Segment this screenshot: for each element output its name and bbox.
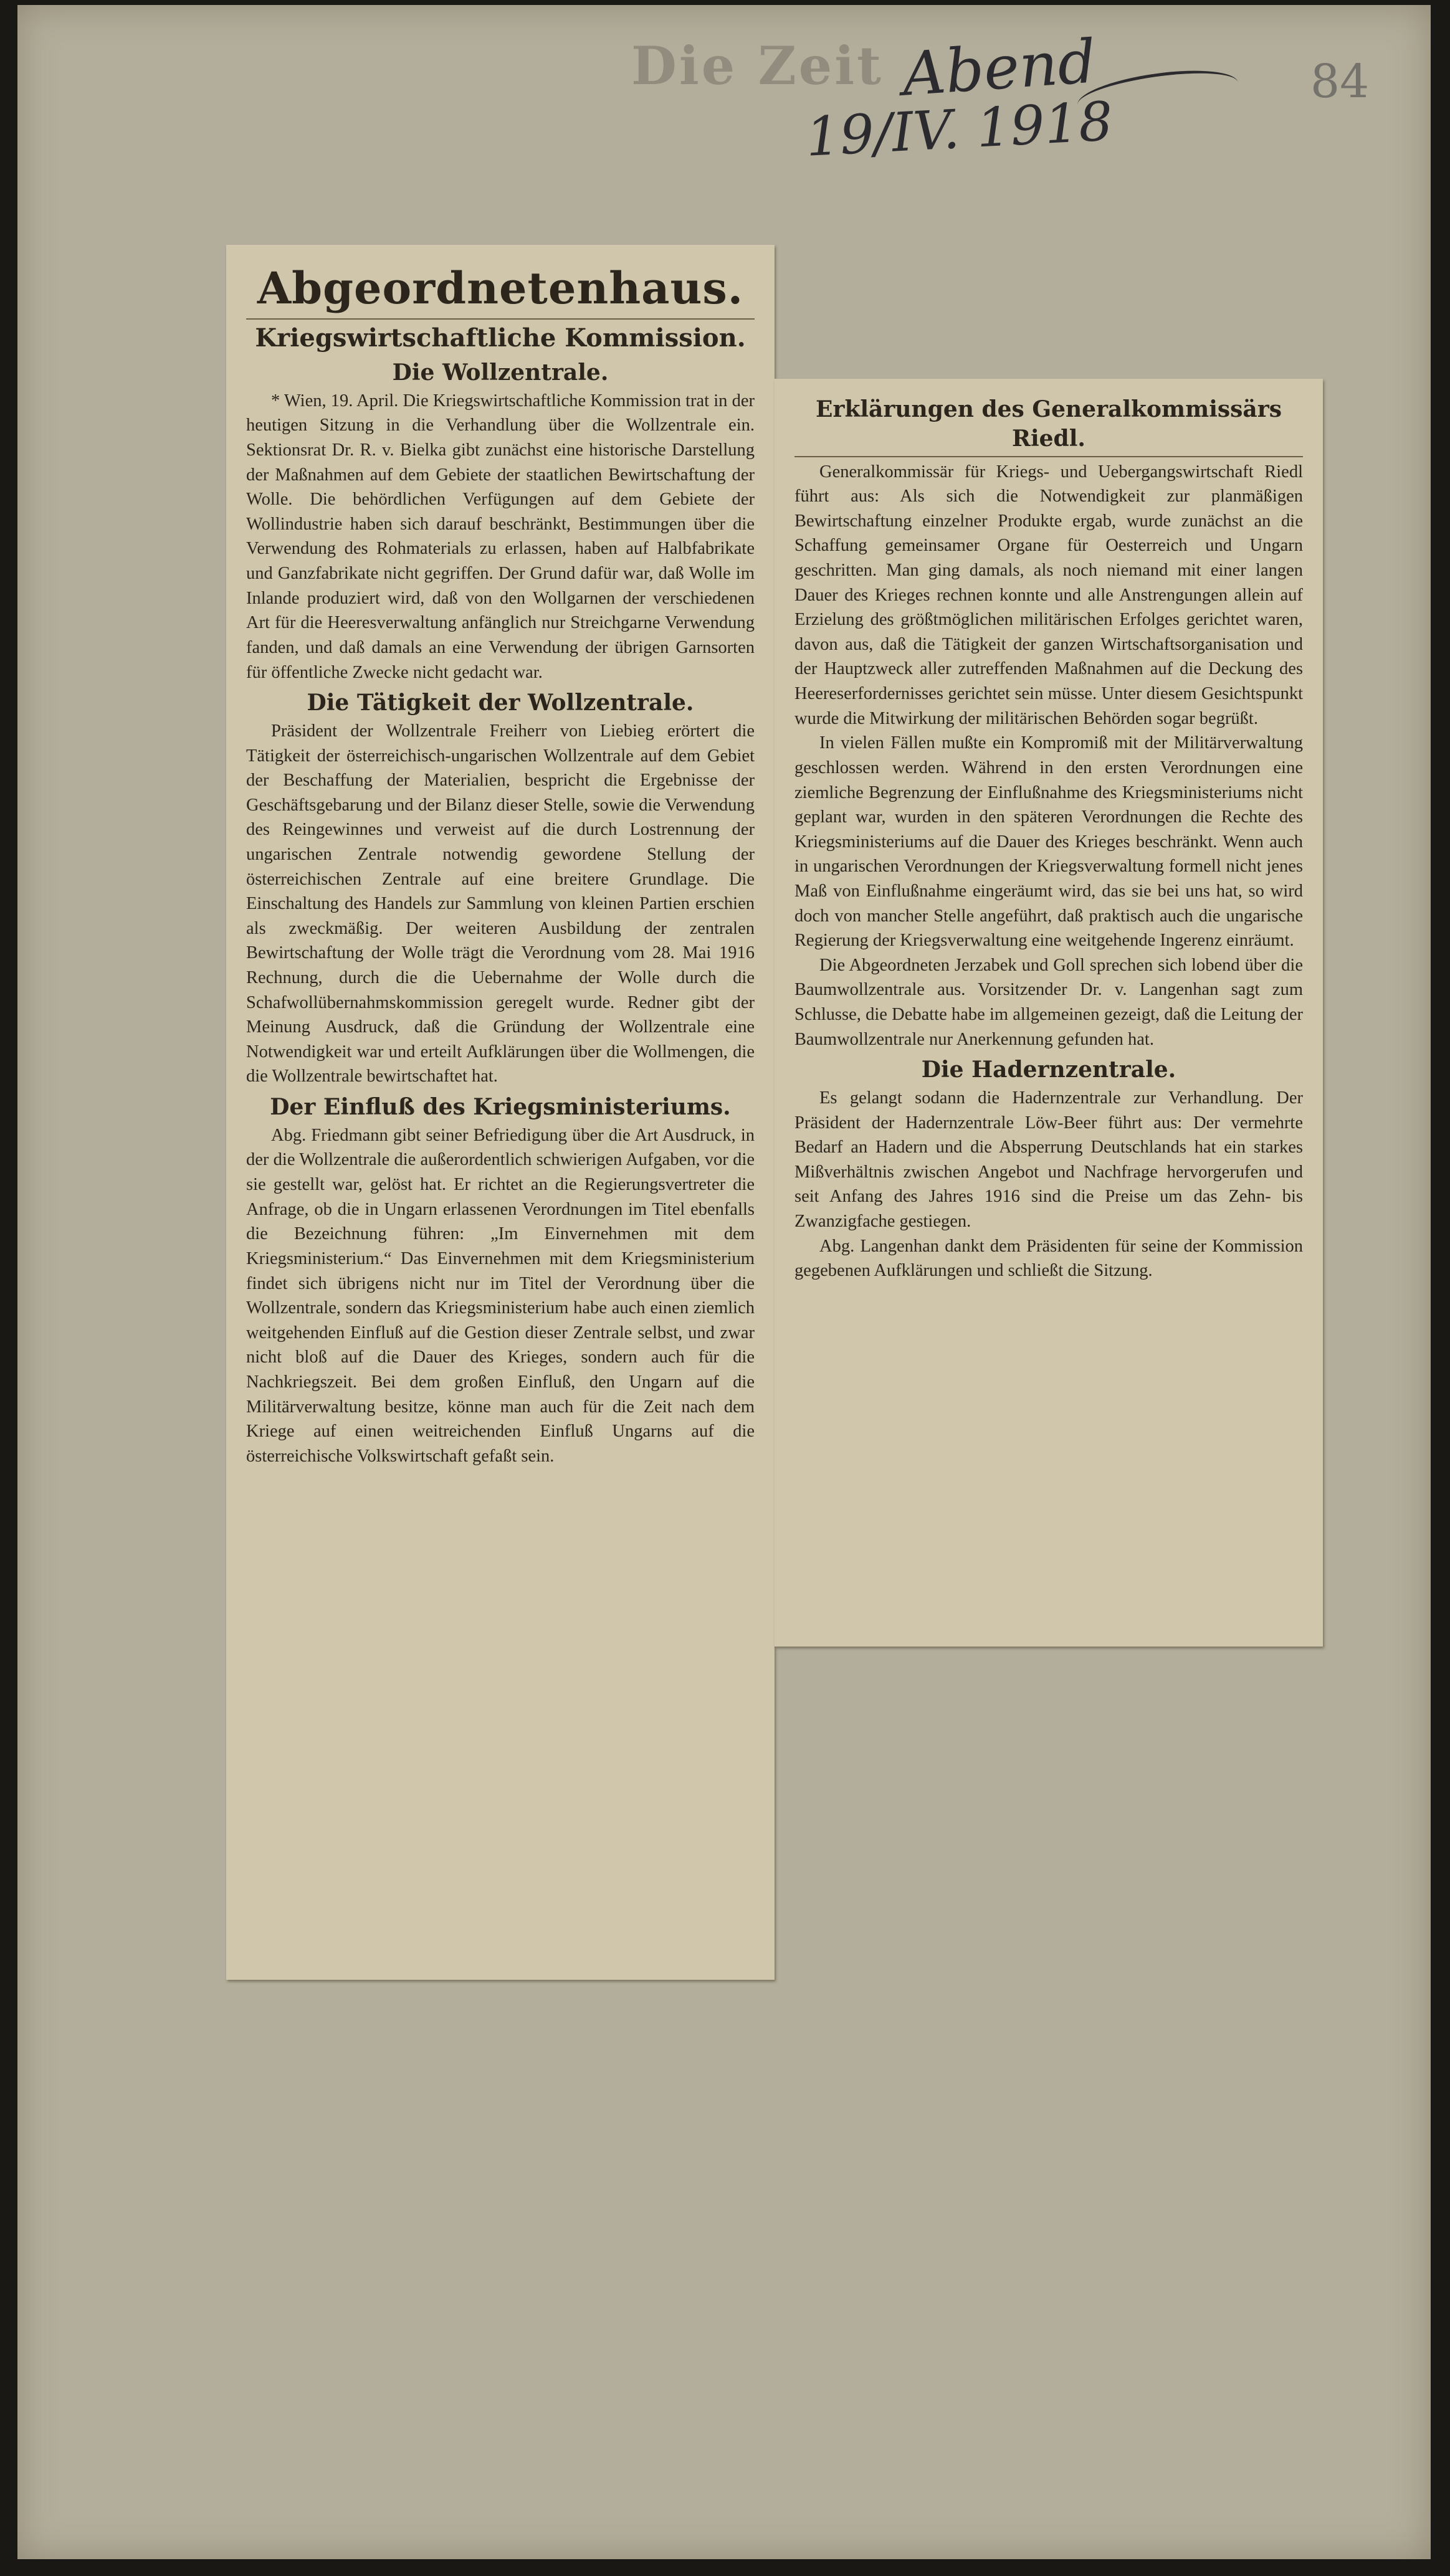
- paragraph: Generalkommissär für Kriegs- und Uebergangswirtschaft Riedl führt aus: Als sich die Notwendigkeit zur planmäßigen Bewirtschaftung einzelner Produkte ergab, wurde zunächst an die Schaffung gemeinsamer Organe für Oesterreich und Ungarn geschritten. Man ging damals, als noch niemand mit einer langen Dauer des Krieges rechnen konnte und alle Anstrengungen allein auf Erzielung des größtmöglichen militärischen Erfolges gerichtet waren, davon aus, daß die Tätigkeit der ganzen Wirtschaftsorganisation und der Hauptzweck aller zutreffenden Maßnahmen auf die Deckung des Heereserfordernisses gerichtet sein müsse. Unter diesem Gesichtspunkt wurde die Mitwirkung der militärischen Behörden sogar begrüßt.: [794, 462, 1303, 728]
- archive-sheet: [17, 5, 1431, 2559]
- section-heading-wollzentrale: Die Wollzentrale.: [392, 359, 609, 386]
- paragraph: Abg. Langenhan dankt dem Präsidenten für seine der Kommission gegebenen Aufklärungen und schließt die Sitzung.: [794, 1236, 1303, 1281]
- paragraph: * Wien, 19. April. Die Kriegswirtschaftliche Kommission trat in der heutigen Sitzung in die Verhandlung über die Wollzentrale ein. Sektionsrat Dr. R. v. Bielka gibt zunächst eine historische Darstellung der Maßnahmen auf dem Gebiete der staatlichen Bewirtschaftung der Wolle. Die behördlichen Verfügungen auf dem Gebiete der Wollindustrie haben sich darauf beschränkt, Bestimmungen über die Verwendung des Rohmaterials zu erlassen, haben auf Halbfabrikate und Ganzfabrikate nicht gegriffen. Der Grund dafür war, daß Wolle im Inlande produziert wird, daß von den Wollgarnen der verschiedenen Art für die Heeresverwaltung anfänglich nur Streichgarne Verwendung fanden, und daß damals an eine Verwendung der übrigen Garnsorten für öffentliche Zwecke nicht gedacht war.: [246, 391, 755, 682]
- paragraph: Präsident der Wollzentrale Freiherr von Liebieg erörtert die Tätigkeit der österreichisch-ungarischen Wollzentrale auf dem Gebiet der Beschaffung der Materialien, bespricht die Ergebnisse der Geschäftsgebarung und der Bilanz dieser Stelle, sowie die Verwendung des Reingewinnes und verweist auf die durch Lostrennung der ungarischen Zentrale notwendig gewordene Stellung der österreichischen Zentrale auf eine breitere Grundlage. Die Einschaltung des Handels zur Sammlung von kleinen Partien erschien als zweckmäßig. Der weiteren Ausbildung der zentralen Bewirtschaftung der Wolle trägt die Verordnung vom 28. Mai 1916 Rechnung, durch die die Uebernahme der Wolle durch die Schafwollübernahmskommission geregelt wurde. Redner gibt der Meinung Ausdruck, daß die Gründung der Wollzentrale eine Notwendigkeit war und erteilt Aufklärungen über die Wollmengen, die die Wollzentrale bewirtschaftet hat.: [246, 721, 755, 1086]
- newspaper-stamp: Die Zeit: [631, 35, 884, 97]
- handwritten-edition: Abend: [900, 26, 1099, 110]
- paragraph: Es gelangt sodann die Hadernzentrale zur Verhandlung. Der Präsident der Hadernzentrale Löw-Beer führt aus: Der vermehrte Bedarf an Hadern und die Absperrung Deutschlands hat ein starkes Mißverhältnis zwischen Angebot und Nachfrage hervorgerufen und seit Anfang des Jahres 1916 sind die Preise um das Zehn- bis Zwanzigfache gestiegen.: [794, 1088, 1303, 1232]
- section-heading-hadernzentrale: Die Hadernzentrale.: [921, 1057, 1176, 1083]
- paragraph: Abg. Friedmann gibt seiner Befriedigung über die Art Ausdruck, in der die Wollzentrale die außerordentlich schwierigen Aufgaben, vor die sie gestellt war, gelöst hat. Er richtet an die Regierungsvertreter die Anfrage, ob die in Ungarn erlassenen Verordnungen im Titel ebenfalls die Bezeichnung führen: „Im Einvernehmen mit dem Kriegsministerium.“ Das Einvernehmen mit dem Kriegsministerium findet sich übrigens nicht nur im Titel der Verordnung über die Wollzentrale, sondern das Kriegsministerium habe auch einen ziemlich weitgehenden Einfluß auf die Gestion dieser Zentrale selbst, und zwar nicht bloß auf die Dauer des Krieges, sondern auch für die Nachkriegszeit. Bei dem großen Einfluß, den Ungarn auf die Militärverwaltung besitze, könne man auch für die Zeit nach dem Kriege auf einen weitreichenden Einfluß Ungarns auf die österreichische Volkswirtschaft gefaßt sein.: [246, 1125, 755, 1466]
- paragraph: In vielen Fällen mußte ein Kompromiß mit der Militärverwaltung geschlossen werden. Während in den ersten Verordnungen eine ziemliche Begrenzung der Einflußnahme des Kriegsministeriums nicht geplant war, wurden in den späteren Verordnungen die Rechte des Kriegsministeriums auf die Dauer des Krieges beschränkt. Wenn auch in ungarischen Verordnungen der Kriegsverwaltung formell nicht jenes Maß von Einflußnahme eingeräumt wird, das sie bei uns hat, so wird doch von mancher Stelle angeführt, daß praktisch auch die ungarische Regierung der Kriegsverwaltung eine weitgehende Ingerenz einräumt.: [794, 733, 1303, 951]
- subheading: Kriegswirtschaftliche Kommission.: [255, 323, 746, 353]
- section-heading-einfluss: Der Einfluß des Kriegsministeriums.: [270, 1094, 731, 1121]
- divider: [246, 318, 755, 320]
- handwritten-date: 19/IV. 1918: [804, 90, 1115, 169]
- masthead: Abgeordnetenhaus.: [257, 262, 744, 314]
- section-heading-riedl: Erklärungen des Generalkommissärs Riedl.: [816, 396, 1282, 452]
- divider: [794, 456, 1303, 457]
- clipping-right: [775, 379, 1323, 1647]
- section-heading-taetigkeit: Die Tätigkeit der Wollzentrale.: [307, 690, 694, 716]
- page-number: 84: [1310, 55, 1370, 108]
- clipping-left: [226, 245, 775, 1980]
- paragraph: Die Abgeordneten Jerzabek und Goll sprechen sich lobend über die Baumwollzentrale aus. Vorsitzender Dr. v. Langenhan sagt zum Schlusse, die Debatte habe im allgemeinen gezeigt, daß die Leitung der Baumwollzentrale nur Anerkennung gefunden hat.: [794, 955, 1303, 1049]
